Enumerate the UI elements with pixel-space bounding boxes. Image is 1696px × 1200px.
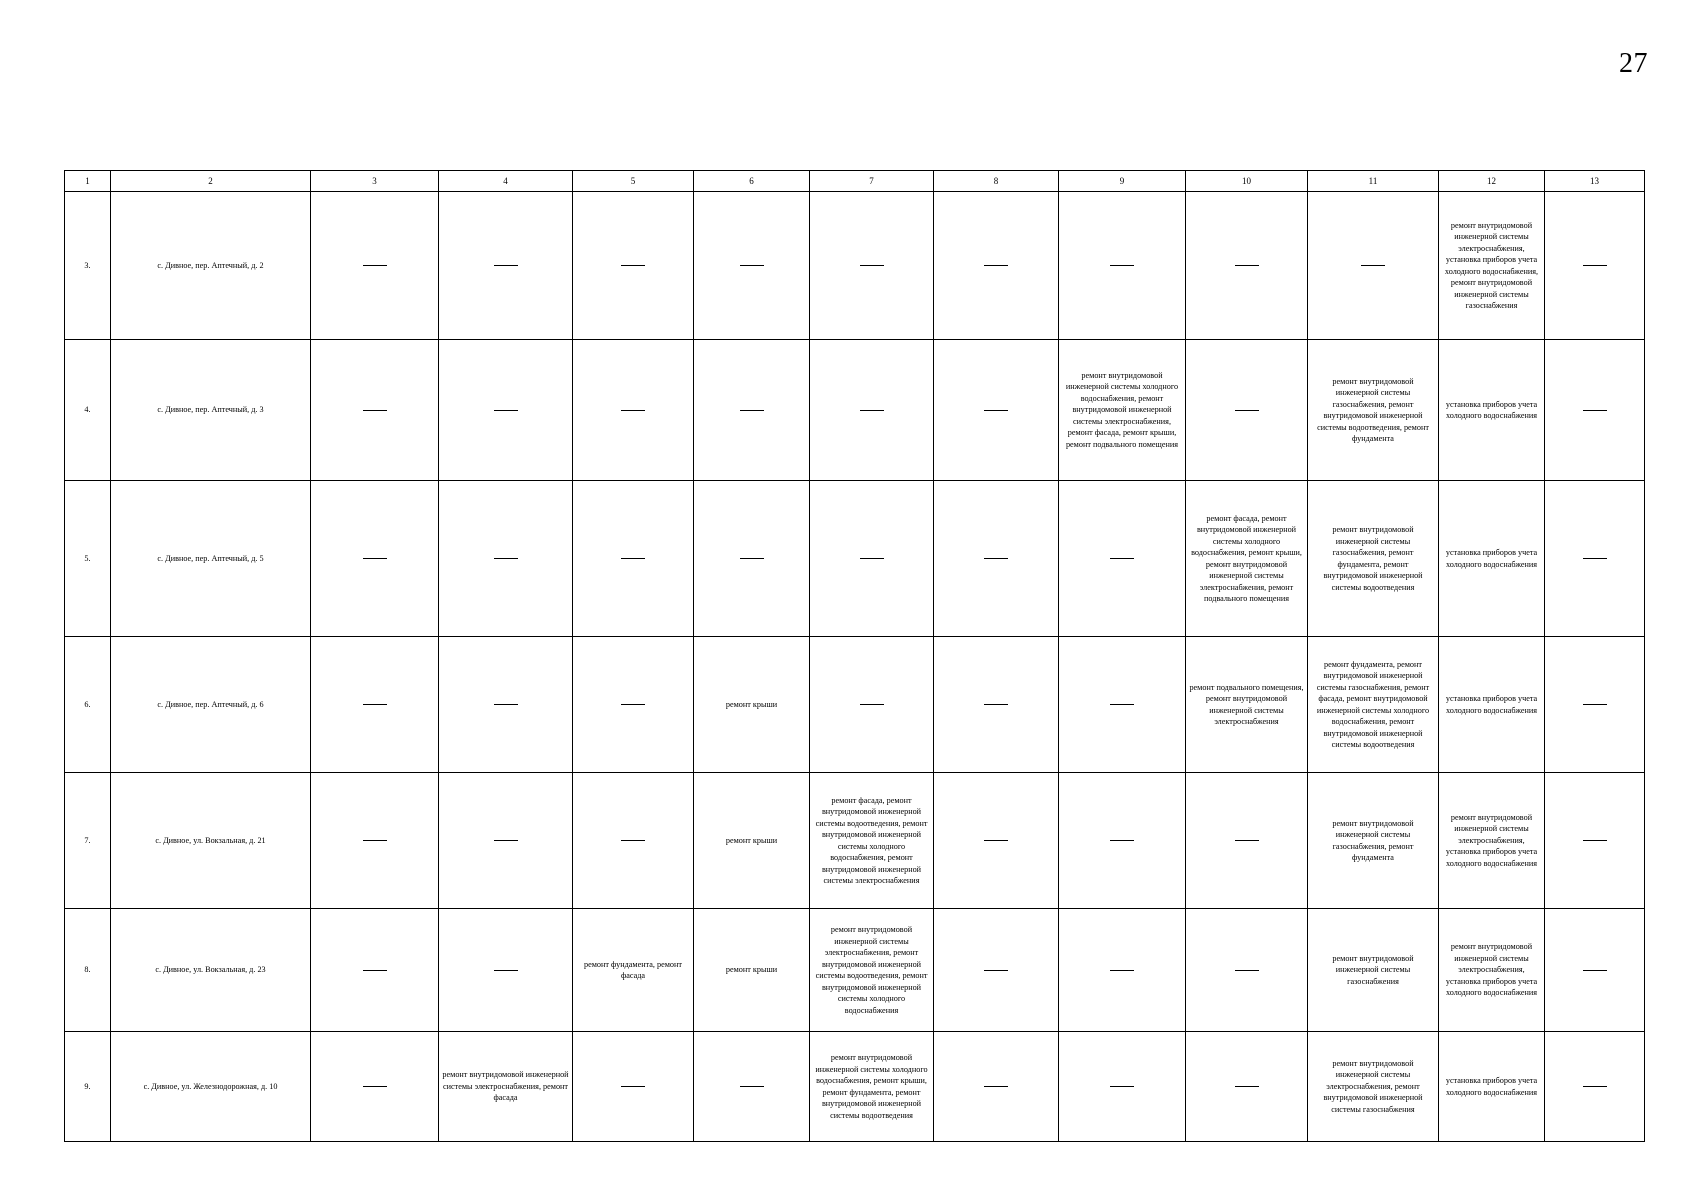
work-cell: установка приборов учета холодного водоснабжения bbox=[1439, 1032, 1545, 1142]
table-row bbox=[65, 909, 1645, 1032]
address-cell: с. Дивное, ул. Железнодорожная, д. 10 bbox=[111, 1032, 311, 1142]
work-cell: ремонт крыши bbox=[694, 773, 810, 909]
empty-dash-cell bbox=[439, 192, 573, 340]
row-number: 6. bbox=[65, 637, 111, 773]
empty-dash-cell bbox=[694, 481, 810, 637]
empty-dash-cell bbox=[311, 773, 439, 909]
empty-dash-cell bbox=[1186, 192, 1308, 340]
dash-mark bbox=[984, 970, 1008, 971]
work-cell: ремонт внутридомовой инженерной системы электроснабжения, установка приборов учета холодного водоснабжения, ремонт внутридомовой инженерной системы газоснабжения bbox=[1439, 192, 1545, 340]
column-header: 3 bbox=[311, 171, 439, 192]
empty-dash-cell bbox=[810, 481, 934, 637]
dash-mark bbox=[984, 704, 1008, 705]
work-cell: ремонт внутридомовой инженерной системы газоснабжения bbox=[1308, 909, 1439, 1032]
empty-dash-cell bbox=[311, 909, 439, 1032]
work-cell: ремонт фундамента, ремонт фасада bbox=[573, 909, 694, 1032]
empty-dash-cell bbox=[311, 637, 439, 773]
work-cell: ремонт внутридомовой инженерной системы газоснабжения, ремонт внутридомовой инженерной системы водоотведения, ремонт фундамента bbox=[1308, 340, 1439, 481]
dash-mark bbox=[621, 265, 645, 266]
work-cell: ремонт внутридомовой инженерной системы газоснабжения, ремонт фундамента, ремонт внутридомовой инженерной системы водоотведения bbox=[1308, 481, 1439, 637]
empty-dash-cell bbox=[573, 481, 694, 637]
address-cell: с. Дивное, ул. Вокзальная, д. 21 bbox=[111, 773, 311, 909]
empty-dash-cell bbox=[1186, 1032, 1308, 1142]
empty-dash-cell bbox=[1545, 1032, 1645, 1142]
address-cell: с. Дивное, пер. Аптечный, д. 2 bbox=[111, 192, 311, 340]
empty-dash-cell bbox=[311, 192, 439, 340]
empty-dash-cell bbox=[573, 340, 694, 481]
dash-mark bbox=[1235, 265, 1259, 266]
work-cell: ремонт внутридомовой инженерной системы холодного водоснабжения, ремонт внутридомовой инженерной системы электроснабжения, ремонт фасада, ремонт крыши, ремонт подвального помещения bbox=[1059, 340, 1186, 481]
work-cell: ремонт фасада, ремонт внутридомовой инженерной системы водоотведения, ремонт внутридомовой инженерной системы холодного водоснабжения, ремонт внутридомовой инженерной системы электроснабжения bbox=[810, 773, 934, 909]
empty-dash-cell bbox=[934, 1032, 1059, 1142]
work-cell: установка приборов учета холодного водоснабжения bbox=[1439, 340, 1545, 481]
header-row bbox=[65, 171, 1645, 192]
work-cell: ремонт внутридомовой инженерной системы электроснабжения, установка приборов учета холодного водоснабжения bbox=[1439, 909, 1545, 1032]
page-number: 27 bbox=[1619, 48, 1648, 79]
dash-mark bbox=[363, 410, 387, 411]
empty-dash-cell bbox=[694, 1032, 810, 1142]
empty-dash-cell bbox=[311, 340, 439, 481]
row-number: 4. bbox=[65, 340, 111, 481]
dash-mark bbox=[621, 704, 645, 705]
empty-dash-cell bbox=[1545, 773, 1645, 909]
dash-mark bbox=[1583, 840, 1607, 841]
dash-mark bbox=[1110, 265, 1134, 266]
dash-mark bbox=[1110, 558, 1134, 559]
empty-dash-cell bbox=[1545, 192, 1645, 340]
work-cell: ремонт фундамента, ремонт внутридомовой инженерной системы газоснабжения, ремонт фасада, ремонт внутридомовой инженерной системы холодного водоснабжения, ремонт внутридомовой инженерной системы водоотведения bbox=[1308, 637, 1439, 773]
empty-dash-cell bbox=[573, 192, 694, 340]
empty-dash-cell bbox=[810, 637, 934, 773]
address-cell: с. Дивное, пер. Аптечный, д. 3 bbox=[111, 340, 311, 481]
empty-dash-cell bbox=[934, 481, 1059, 637]
dash-mark bbox=[621, 410, 645, 411]
dash-mark bbox=[621, 840, 645, 841]
row-number: 9. bbox=[65, 1032, 111, 1142]
work-cell: ремонт крыши bbox=[694, 909, 810, 1032]
column-header: 4 bbox=[439, 171, 573, 192]
dash-mark bbox=[984, 840, 1008, 841]
dash-mark bbox=[740, 558, 764, 559]
empty-dash-cell bbox=[439, 481, 573, 637]
empty-dash-cell bbox=[1059, 481, 1186, 637]
empty-dash-cell bbox=[1186, 773, 1308, 909]
empty-dash-cell bbox=[1545, 340, 1645, 481]
empty-dash-cell bbox=[1545, 637, 1645, 773]
empty-dash-cell bbox=[934, 192, 1059, 340]
dash-mark bbox=[1583, 704, 1607, 705]
dash-mark bbox=[860, 265, 884, 266]
dash-mark bbox=[494, 558, 518, 559]
empty-dash-cell bbox=[573, 773, 694, 909]
dash-mark bbox=[363, 558, 387, 559]
dash-mark bbox=[740, 1086, 764, 1087]
column-header: 5 bbox=[573, 171, 694, 192]
dash-mark bbox=[494, 265, 518, 266]
dash-mark bbox=[621, 1086, 645, 1087]
work-cell: ремонт крыши bbox=[694, 637, 810, 773]
dash-mark bbox=[1110, 1086, 1134, 1087]
empty-dash-cell bbox=[934, 773, 1059, 909]
table-body bbox=[65, 192, 1645, 1142]
dash-mark bbox=[363, 1086, 387, 1087]
empty-dash-cell bbox=[439, 909, 573, 1032]
column-header: 10 bbox=[1186, 171, 1308, 192]
dash-mark bbox=[363, 840, 387, 841]
empty-dash-cell bbox=[934, 909, 1059, 1032]
dash-mark bbox=[740, 410, 764, 411]
dash-mark bbox=[363, 970, 387, 971]
work-cell: ремонт внутридомовой инженерной системы электроснабжения, ремонт внутридомовой инженерной системы газоснабжения bbox=[1308, 1032, 1439, 1142]
address-cell: с. Дивное, ул. Вокзальная, д. 23 bbox=[111, 909, 311, 1032]
dash-mark bbox=[984, 1086, 1008, 1087]
row-number: 3. bbox=[65, 192, 111, 340]
empty-dash-cell bbox=[694, 340, 810, 481]
work-cell: ремонт внутридомовой инженерной системы электроснабжения, установка приборов учета холодного водоснабжения bbox=[1439, 773, 1545, 909]
row-number: 5. bbox=[65, 481, 111, 637]
dash-mark bbox=[860, 704, 884, 705]
work-cell: ремонт фасада, ремонт внутридомовой инженерной системы холодного водоснабжения, ремонт крыши, ремонт внутридомовой инженерной системы электроснабжения, ремонт подвального помещения bbox=[1186, 481, 1308, 637]
empty-dash-cell bbox=[1059, 637, 1186, 773]
dash-mark bbox=[363, 265, 387, 266]
empty-dash-cell bbox=[439, 340, 573, 481]
column-header: 11 bbox=[1308, 171, 1439, 192]
table-row bbox=[65, 340, 1645, 481]
empty-dash-cell bbox=[810, 192, 934, 340]
empty-dash-cell bbox=[573, 637, 694, 773]
dash-mark bbox=[984, 265, 1008, 266]
table-row bbox=[65, 637, 1645, 773]
empty-dash-cell bbox=[311, 1032, 439, 1142]
empty-dash-cell bbox=[934, 340, 1059, 481]
column-header: 7 bbox=[810, 171, 934, 192]
column-header: 8 bbox=[934, 171, 1059, 192]
column-header: 6 bbox=[694, 171, 810, 192]
dash-mark bbox=[1361, 265, 1385, 266]
address-cell: с. Дивное, пер. Аптечный, д. 6 bbox=[111, 637, 311, 773]
empty-dash-cell bbox=[1308, 192, 1439, 340]
table-row bbox=[65, 773, 1645, 909]
column-header: 13 bbox=[1545, 171, 1645, 192]
dash-mark bbox=[1235, 840, 1259, 841]
column-header: 12 bbox=[1439, 171, 1545, 192]
address-cell: с. Дивное, пер. Аптечный, д. 5 bbox=[111, 481, 311, 637]
empty-dash-cell bbox=[1186, 340, 1308, 481]
dash-mark bbox=[494, 704, 518, 705]
work-cell: установка приборов учета холодного водоснабжения bbox=[1439, 637, 1545, 773]
dash-mark bbox=[1583, 410, 1607, 411]
column-header: 2 bbox=[111, 171, 311, 192]
table-row bbox=[65, 481, 1645, 637]
empty-dash-cell bbox=[1059, 1032, 1186, 1142]
empty-dash-cell bbox=[1059, 773, 1186, 909]
dash-mark bbox=[621, 558, 645, 559]
empty-dash-cell bbox=[1545, 481, 1645, 637]
empty-dash-cell bbox=[1059, 909, 1186, 1032]
dash-mark bbox=[860, 410, 884, 411]
empty-dash-cell bbox=[1545, 909, 1645, 1032]
dash-mark bbox=[1235, 970, 1259, 971]
dash-mark bbox=[1110, 704, 1134, 705]
dash-mark bbox=[363, 704, 387, 705]
dash-mark bbox=[1110, 840, 1134, 841]
dash-mark bbox=[1583, 558, 1607, 559]
table-row bbox=[65, 1032, 1645, 1142]
empty-dash-cell bbox=[439, 637, 573, 773]
empty-dash-cell bbox=[311, 481, 439, 637]
work-cell: ремонт подвального помещения, ремонт внутридомовой инженерной системы электроснабжения bbox=[1186, 637, 1308, 773]
row-number: 7. bbox=[65, 773, 111, 909]
empty-dash-cell bbox=[573, 1032, 694, 1142]
empty-dash-cell bbox=[694, 192, 810, 340]
dash-mark bbox=[860, 558, 884, 559]
dash-mark bbox=[984, 558, 1008, 559]
work-cell: ремонт внутридомовой инженерной системы газоснабжения, ремонт фундамента bbox=[1308, 773, 1439, 909]
empty-dash-cell bbox=[439, 773, 573, 909]
work-cell: ремонт внутридомовой инженерной системы электроснабжения, ремонт внутридомовой инженерной системы водоотведения, ремонт внутридомовой инженерной системы холодного водоснабжения bbox=[810, 909, 934, 1032]
empty-dash-cell bbox=[810, 340, 934, 481]
dash-mark bbox=[1583, 970, 1607, 971]
dash-mark bbox=[1235, 1086, 1259, 1087]
empty-dash-cell bbox=[1059, 192, 1186, 340]
empty-dash-cell bbox=[934, 637, 1059, 773]
work-cell: ремонт внутридомовой инженерной системы холодного водоснабжения, ремонт крыши, ремонт фундамента, ремонт внутридомовой инженерной системы водоотведения bbox=[810, 1032, 934, 1142]
dash-mark bbox=[740, 265, 764, 266]
dash-mark bbox=[494, 840, 518, 841]
dash-mark bbox=[1583, 1086, 1607, 1087]
dash-mark bbox=[494, 410, 518, 411]
empty-dash-cell bbox=[1186, 909, 1308, 1032]
work-cell: установка приборов учета холодного водоснабжения bbox=[1439, 481, 1545, 637]
row-number: 8. bbox=[65, 909, 111, 1032]
column-header: 1 bbox=[65, 171, 111, 192]
table-row bbox=[65, 192, 1645, 340]
repair-schedule-table bbox=[64, 170, 1645, 1142]
dash-mark bbox=[984, 410, 1008, 411]
dash-mark bbox=[1583, 265, 1607, 266]
work-cell: ремонт внутридомовой инженерной системы электроснабжения, ремонт фасада bbox=[439, 1032, 573, 1142]
column-header: 9 bbox=[1059, 171, 1186, 192]
dash-mark bbox=[494, 970, 518, 971]
dash-mark bbox=[1110, 970, 1134, 971]
dash-mark bbox=[1235, 410, 1259, 411]
